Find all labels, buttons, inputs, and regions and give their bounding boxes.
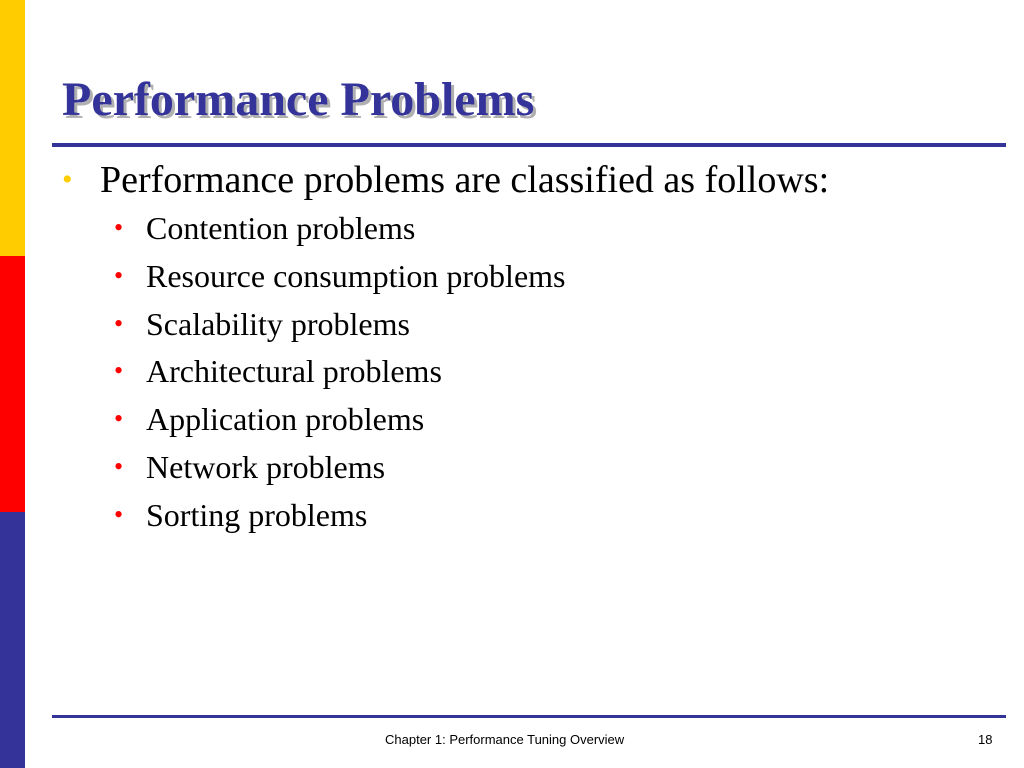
bullet-icon: • xyxy=(114,309,124,338)
title-divider xyxy=(52,143,1006,147)
sub-bullet-item xyxy=(114,496,368,534)
sub-bullet-text: Architectural problems xyxy=(146,353,442,389)
sub-bullet-text: Scalability problems xyxy=(146,306,410,342)
bullet-text: Performance problems are classified as follows: xyxy=(100,159,830,201)
sub-bullet-item xyxy=(114,352,442,390)
side-accent-bar-blue xyxy=(0,512,25,768)
sub-bullet-item xyxy=(114,400,425,438)
sub-bullet-item xyxy=(114,305,410,343)
side-accent-bar-yellow xyxy=(0,0,25,256)
sub-bullet-item xyxy=(114,257,566,295)
sub-bullet-text: Network problems xyxy=(146,449,386,485)
bullet-icon: • xyxy=(114,261,124,290)
bullet-icon: • xyxy=(114,213,124,242)
bullet-icon: • xyxy=(114,356,124,385)
sub-bullet-text: Sorting problems xyxy=(146,497,368,533)
slide-title: Performance Problems xyxy=(62,73,535,126)
bullet-icon: • xyxy=(114,452,124,481)
bullet-icon: • xyxy=(114,404,124,433)
sub-bullet-text: Application problems xyxy=(146,401,425,437)
sub-bullet-item xyxy=(114,209,416,247)
footer-divider xyxy=(52,715,1006,718)
bullet-icon: • xyxy=(62,163,73,196)
sub-bullet-text: Contention problems xyxy=(146,210,416,246)
sub-bullet-text: Resource consumption problems xyxy=(146,258,566,294)
sub-bullet-item xyxy=(114,448,386,486)
side-accent-bar-red xyxy=(0,256,25,512)
page-number: 18 xyxy=(978,732,993,747)
bullet-icon: • xyxy=(114,500,124,529)
footer-chapter-title: Chapter 1: Performance Tuning Overview xyxy=(385,732,625,747)
bullet-item-main xyxy=(62,158,830,202)
